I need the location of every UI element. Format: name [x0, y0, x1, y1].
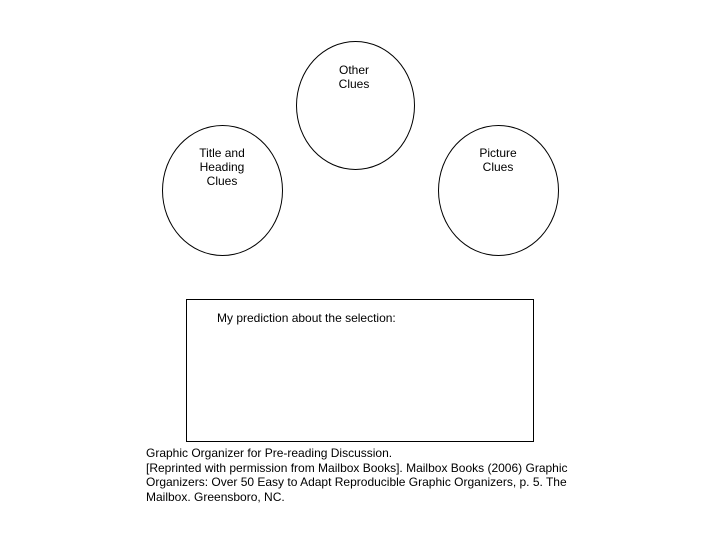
title-heading-clues-label: Title and Heading Clues — [199, 146, 245, 188]
picture-clues-circle — [438, 125, 559, 256]
caption-line: Graphic Organizer for Pre-reading Discussion. — [146, 446, 393, 460]
caption-line: Organizers: Over 50 Easy to Adapt Reproducible Graphic Organizers, p. 5. The — [146, 475, 567, 489]
picture-clues-label: Picture Clues — [479, 146, 517, 174]
prediction-prompt: My prediction about the selection: — [217, 311, 396, 325]
caption-line: Mailbox. Greensboro, NC. — [146, 489, 285, 504]
title-heading-clues-circle — [162, 125, 283, 256]
other-clues-label: Other Clues — [338, 63, 370, 91]
other-clues-circle — [296, 41, 415, 170]
citation-caption — [146, 446, 576, 504]
caption-line: [Reprinted with permission from Mailbox Books]. Mailbox Books (2006) Graphic — [146, 460, 568, 475]
